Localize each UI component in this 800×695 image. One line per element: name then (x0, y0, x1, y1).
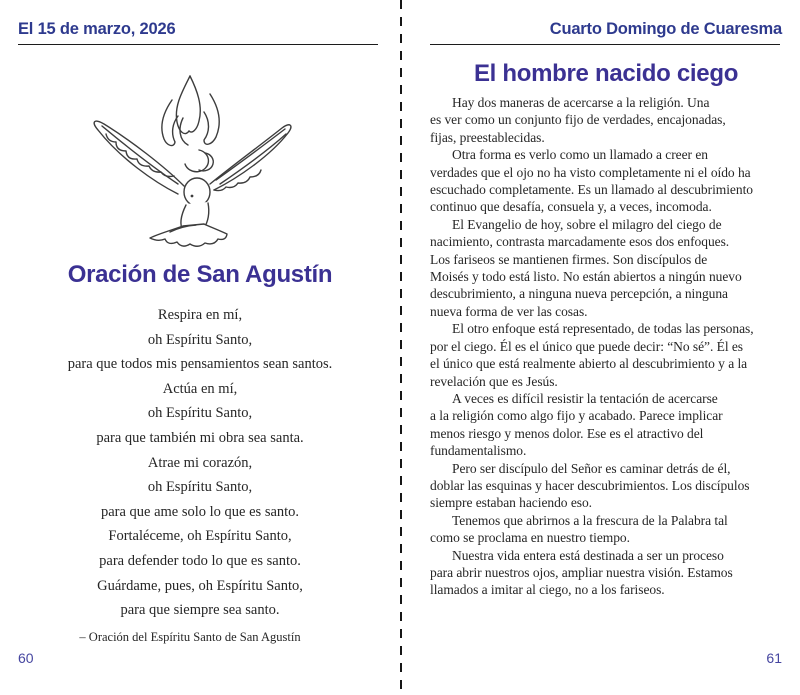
dove-with-flames-illustration (86, 66, 298, 251)
prayer-line: oh Espíritu Santo, (147, 331, 253, 348)
text-line: siempre estaban haciendo eso. (430, 495, 592, 511)
prayer-line: Fortaléceme, oh Espíritu Santo, (108, 528, 292, 545)
text-line: Otra forma es verlo como un llamado a creer en (452, 147, 708, 163)
text-line: continuo que desafía, consuela y, a veces, incomoda. (430, 199, 712, 215)
prayer-line: oh Espíritu Santo, (147, 405, 253, 422)
right-header-rule (430, 44, 780, 45)
prayer-attribution: – Oración del Espíritu Santo de San Agustín (79, 630, 301, 644)
text-line: descubrimiento, a ninguna nueva percepción, a ninguna (430, 286, 728, 302)
prayer-line: para que también mi obra sea santa. (96, 429, 304, 446)
prayer-line: oh Espíritu Santo, (147, 479, 253, 496)
text-line: El otro enfoque está representado, de todas las personas, (452, 321, 754, 337)
text-line: Moisés y todo está listo. No están abiertos a ningún nuevo (430, 269, 742, 285)
paragraph (430, 216, 782, 320)
text-line: doblar las esquinas y hacer descubrimientos. Los discípulos (430, 477, 750, 493)
text-line: nacimiento, contrasta marcadamente esos dos enfoques. (430, 234, 730, 250)
left-page-number: 60 (18, 650, 34, 666)
text-line: para abrir nuestros ojos, ampliar nuestra visión. Estamos (430, 564, 733, 580)
text-line: verdades que el ojo no ha visto completamente ni el oído ha (430, 164, 751, 180)
left-page-title: Oración de San Agustín (67, 261, 333, 288)
paragraph (430, 460, 782, 512)
prayer-line: para que ame solo lo que es santo. (100, 503, 300, 520)
right-page-number: 61 (766, 650, 782, 666)
prayer-line: para defender todo lo que es santo. (99, 552, 301, 569)
prayer-line: Actúa en mí, (162, 380, 238, 397)
text-line: fundamentalismo. (430, 443, 527, 459)
text-line: el único que está realmente abierto al descubrimiento y a la (430, 356, 748, 372)
text-line: revelación que es Jesús. (430, 373, 558, 389)
text-line: escuchado completamente. Es un llamado al descubrimiento (430, 182, 753, 198)
text-line: llamados a imitar al ciego, no a los fariseos. (430, 582, 665, 598)
paragraph (430, 547, 782, 599)
article-body (430, 94, 782, 599)
left-running-header: El 15 de marzo, 2026 (18, 20, 176, 38)
paragraph (430, 146, 782, 216)
left-header-rule (18, 44, 378, 45)
page-fold-dashed-divider (400, 0, 402, 695)
prayer-line: para que siempre sea santo. (120, 602, 280, 619)
right-running-header: Cuarto Domingo de Cuaresma (549, 20, 782, 38)
prayer-line: Guárdame, pues, oh Espíritu Santo, (97, 577, 303, 594)
paragraph (430, 94, 782, 146)
text-line: menos riesgo y menos dolor. Ese es el atractivo del (430, 425, 704, 441)
text-line: Tenemos que abrirnos a la frescura de la Palabra tal (452, 512, 728, 528)
text-line: Nuestra vida entera está destinada a ser un proceso (452, 547, 724, 563)
right-page-title: El hombre nacido ciego (473, 60, 739, 87)
prayer-line: Respira en mí, (157, 307, 243, 323)
text-line: Los fariseos se mantienen firmes. Son discípulos de (430, 251, 708, 267)
paragraph (430, 390, 782, 460)
text-line: como se proclama en nuestro tiempo. (430, 530, 630, 546)
paragraph (430, 320, 782, 390)
paragraph (430, 512, 782, 547)
text-line: El Evangelio de hoy, sobre el milagro del ciego de (452, 216, 722, 232)
prayer-text (18, 303, 382, 623)
text-line: a la religión como algo fijo y acabado. Parece implicar (430, 408, 723, 424)
text-line: es ver como un conjunto fijo de verdades, encajonadas, (430, 112, 726, 128)
text-line: Hay dos maneras de acercarse a la religión. Una (452, 95, 710, 110)
text-line: nueva forma de ver las cosas. (430, 303, 588, 319)
prayer-line: para que todos mis pensamientos sean santos. (67, 356, 333, 373)
text-line: fijas, preestablecidas. (430, 129, 545, 145)
text-line: por el ciego. Él es el único que puede decir: “No sé”. Él es (430, 338, 744, 354)
text-line: A veces es difícil resistir la tentación de acercarse (452, 390, 718, 406)
text-line: Pero ser discípulo del Señor es caminar detrás de él, (452, 460, 731, 476)
prayer-line: Atrae mi corazón, (147, 454, 253, 471)
dove-flame-icon (86, 66, 298, 251)
